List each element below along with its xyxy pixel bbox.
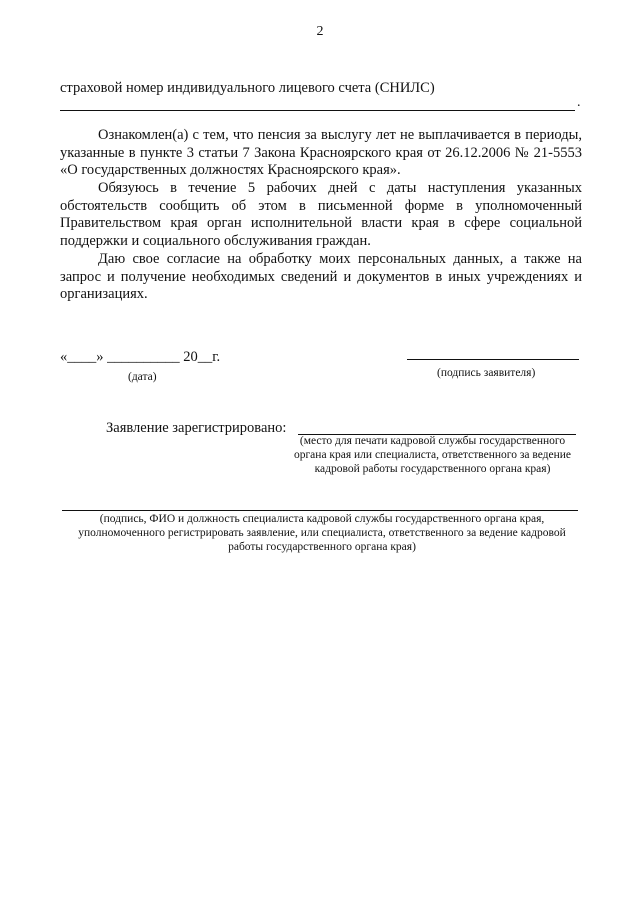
snils-end-mark: . — [577, 95, 581, 110]
date-field — [60, 349, 220, 366]
date-day-blank: ____ — [67, 349, 97, 365]
acknowledgement-paragraph: Ознакомлен(а) с тем, что пенсия за выслугу лет не выплачивается в периоды, указанные в пункте 3 статьи 7 Закона Красноярского края от 26.12.2006 № 21-5553 «О государственных должностях Красноярского края». — [60, 127, 582, 178]
date-month-blank: __________ — [107, 349, 180, 365]
specialist-signature-caption: (подпись, ФИО и должность специалиста кадровой службы государственного органа края, уполномоченного регистрировать заявление, или специалиста, ответственного за ведение кадровой работы государственного органа края) — [78, 513, 566, 553]
applicant-signature-caption: (подпись заявителя) — [437, 367, 536, 379]
date-open-quote: « — [60, 349, 68, 365]
snils-label: страховой номер индивидуального лицевого счета (СНИЛС) — [60, 80, 435, 96]
specialist-signature-line — [62, 510, 578, 511]
consent-paragraph: Даю свое согласие на обработку моих персональных данных, а также на запрос и получение необходимых сведений и документов в иных учреждениях и организациях. — [60, 251, 582, 302]
obligation-paragraph: Обязуюсь в течение 5 рабочих дней с даты наступления указанных обстоятельств сообщить об этом в письменной форме в уполномоченный Правительством края орган исполнительной власти края в сфере социальной поддержки и социального обслуживания граждан. — [60, 180, 582, 249]
date-close-quote: » — [96, 349, 104, 365]
registration-label: Заявление зарегистрировано: — [106, 420, 287, 436]
registration-caption: (место для печати кадровой службы государственного органа края или специалиста, ответственного за ведение кадровой работы государственного органа края) — [293, 435, 572, 475]
date-year-prefix: 20 — [183, 349, 198, 365]
date-year-blank: __ — [197, 349, 213, 365]
applicant-signature-line — [407, 359, 579, 360]
snils-field-line — [60, 110, 575, 111]
date-year-suffix: г. — [212, 349, 221, 365]
date-caption: (дата) — [128, 371, 157, 383]
page-number: 2 — [316, 24, 324, 39]
